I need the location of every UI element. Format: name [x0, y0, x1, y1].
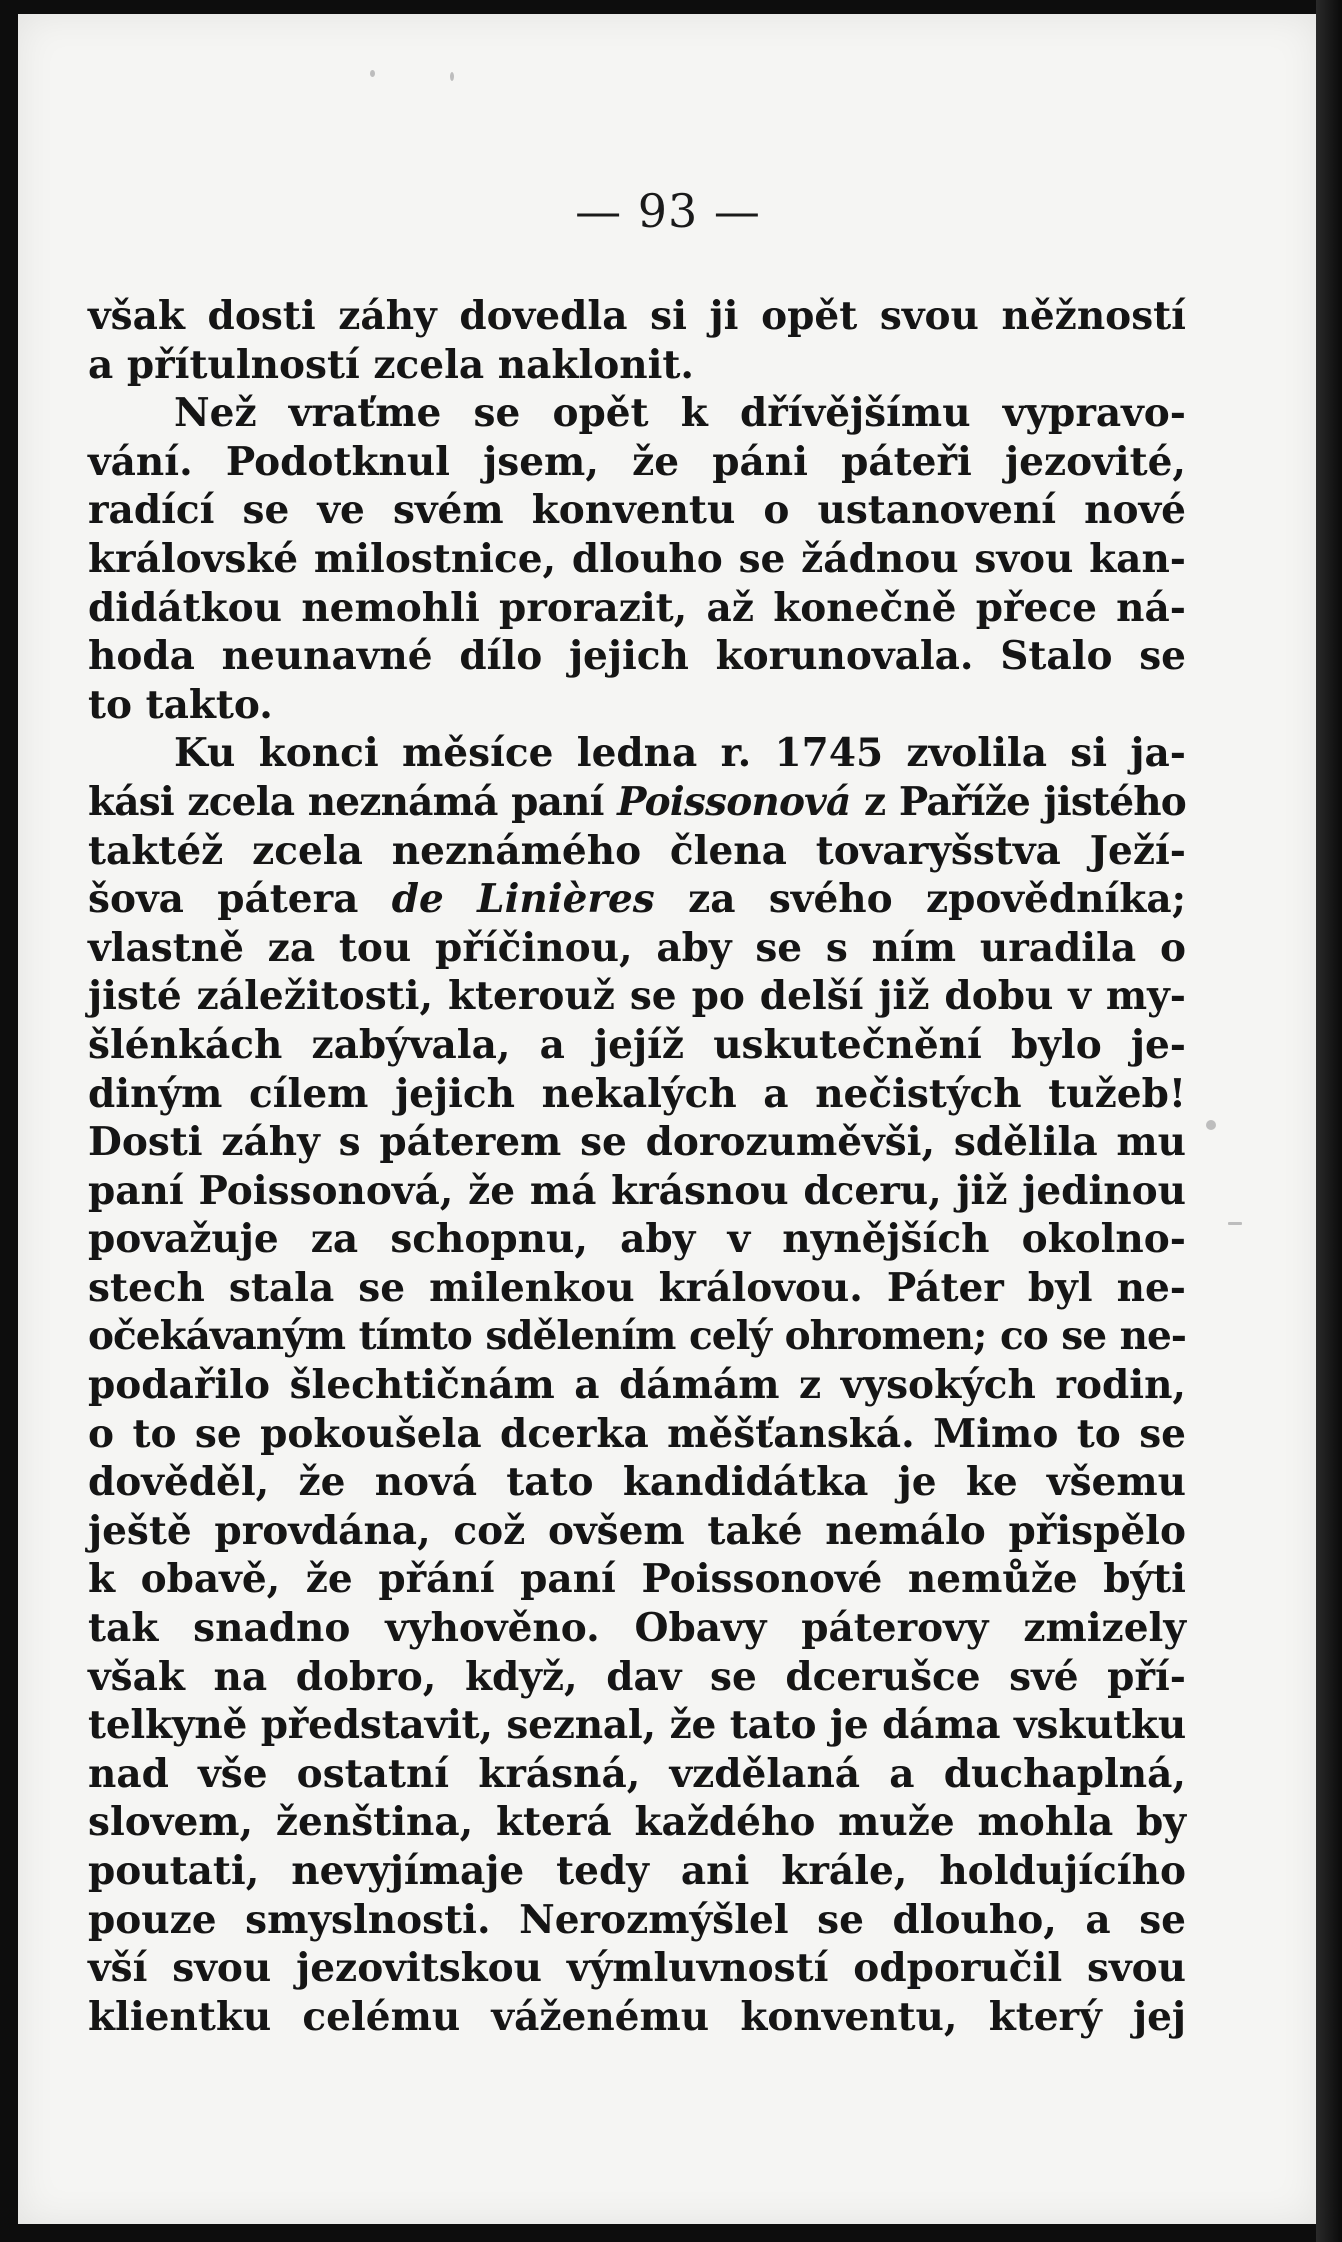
- paper-speck: [1206, 1120, 1216, 1130]
- text-line: diným cílem jejich nekalých a nečistých tužeb!: [88, 1070, 1186, 1117]
- paper-speck: [1228, 1222, 1242, 1225]
- text-line: to takto.: [88, 681, 273, 728]
- text-line: ještě provdána, což ovšem také nemálo přispělo: [88, 1507, 1186, 1554]
- text-line: Dosti záhy s páterem se dorozuměvši, sdělila mu: [88, 1119, 1186, 1166]
- italic-name: Poissonová: [617, 778, 851, 825]
- text-line: telkyně představit, seznal, že tato je dáma vskutku: [88, 1702, 1186, 1749]
- text-line: podařilo šlechtičnám a dámám z vysokých rodin,: [88, 1362, 1186, 1409]
- body-text: [88, 292, 1186, 2041]
- text-line: o to se pokoušela dcerka měšťanská. Mimo to se: [88, 1410, 1186, 1457]
- text-line: pouze smyslnosti. Nerozmýšlel se dlouho, a se: [88, 1896, 1186, 1943]
- text-line: vání. Podotknul jsem, že páni páteři jezovité,: [88, 438, 1186, 485]
- text-line: klientku celému váženému konventu, který jej: [88, 1993, 1186, 2040]
- paper-speck: [450, 72, 454, 81]
- text-line: však dosti záhy dovedla si ji opět svou něžností: [88, 293, 1186, 339]
- text-line: dověděl, že nová tato kandidátka je ke všemu: [88, 1459, 1186, 1506]
- text-line: očekávaným tímto sdělením celý ohromen; co se ne-: [88, 1313, 1186, 1360]
- paper-speck: [370, 70, 375, 77]
- page-edge-shadow: [1316, 0, 1342, 2242]
- text-line: taktéž zcela neznámého člena tovaryšstva Ježí-: [88, 827, 1186, 874]
- text-line: stech stala se milenkou královou. Páter byl ne-: [88, 1264, 1186, 1311]
- text-line: k obavě, že přání paní Poissonové nemůže býti: [88, 1556, 1186, 1603]
- text-line: jisté záležitosti, kterouž se po delší již dobu v my-: [88, 973, 1186, 1020]
- text-line: kási zcela neznámá paní Poissonová z Paříže jistého: [88, 778, 1187, 825]
- text-line: poutati, nevyjímaje tedy ani krále, holdujícího: [88, 1848, 1186, 1894]
- text-line: slovem, ženština, která každého muže mohla by: [88, 1799, 1186, 1846]
- text-line: Než vraťme se opět k dřívějšímu vypravo-: [174, 390, 1186, 437]
- text-line: šlénkách zabývala, a jejíž uskutečnění bylo je-: [88, 1021, 1186, 1068]
- text-line: hoda neunavné dílo jejich korunovala. Stalo se: [88, 633, 1186, 680]
- text-line: didátkou nemohli prorazit, až konečně přece ná-: [88, 584, 1186, 631]
- text-line: však na dobro, když, dav se dcerušce své pří-: [88, 1653, 1186, 1700]
- text-line: tak snadno vyhověno. Obavy páterovy zmizely: [88, 1605, 1186, 1652]
- text-line: paní Poissonová, že má krásnou dceru, již jedinou: [88, 1167, 1186, 1214]
- text-line: vší svou jezovitskou výmluvností odporučil svou: [88, 1945, 1186, 1992]
- text-line: považuje za schopnu, aby v nynějších okolno-: [88, 1216, 1186, 1263]
- text-line: královské milostnice, dlouho se žádnou svou kan-: [88, 535, 1186, 582]
- text-line: a přítulností zcela naklonit.: [88, 341, 695, 388]
- text-line: nad vše ostatní krásná, vzdělaná a duchaplná,: [88, 1750, 1186, 1797]
- book-page: [18, 14, 1318, 2224]
- italic-name: de Linières: [391, 876, 655, 923]
- text-line: šova pátera de Linières za svého zpovědníka;: [88, 876, 1186, 923]
- page-number: — 93 —: [575, 184, 761, 238]
- text-line: vlastně za tou příčinou, aby se s ním uradila o: [88, 924, 1186, 971]
- text-line: Ku konci měsíce ledna r. 1745 zvolila si ja-: [174, 730, 1186, 777]
- text-line: radící se ve svém konventu o ustanovení nové: [88, 487, 1186, 534]
